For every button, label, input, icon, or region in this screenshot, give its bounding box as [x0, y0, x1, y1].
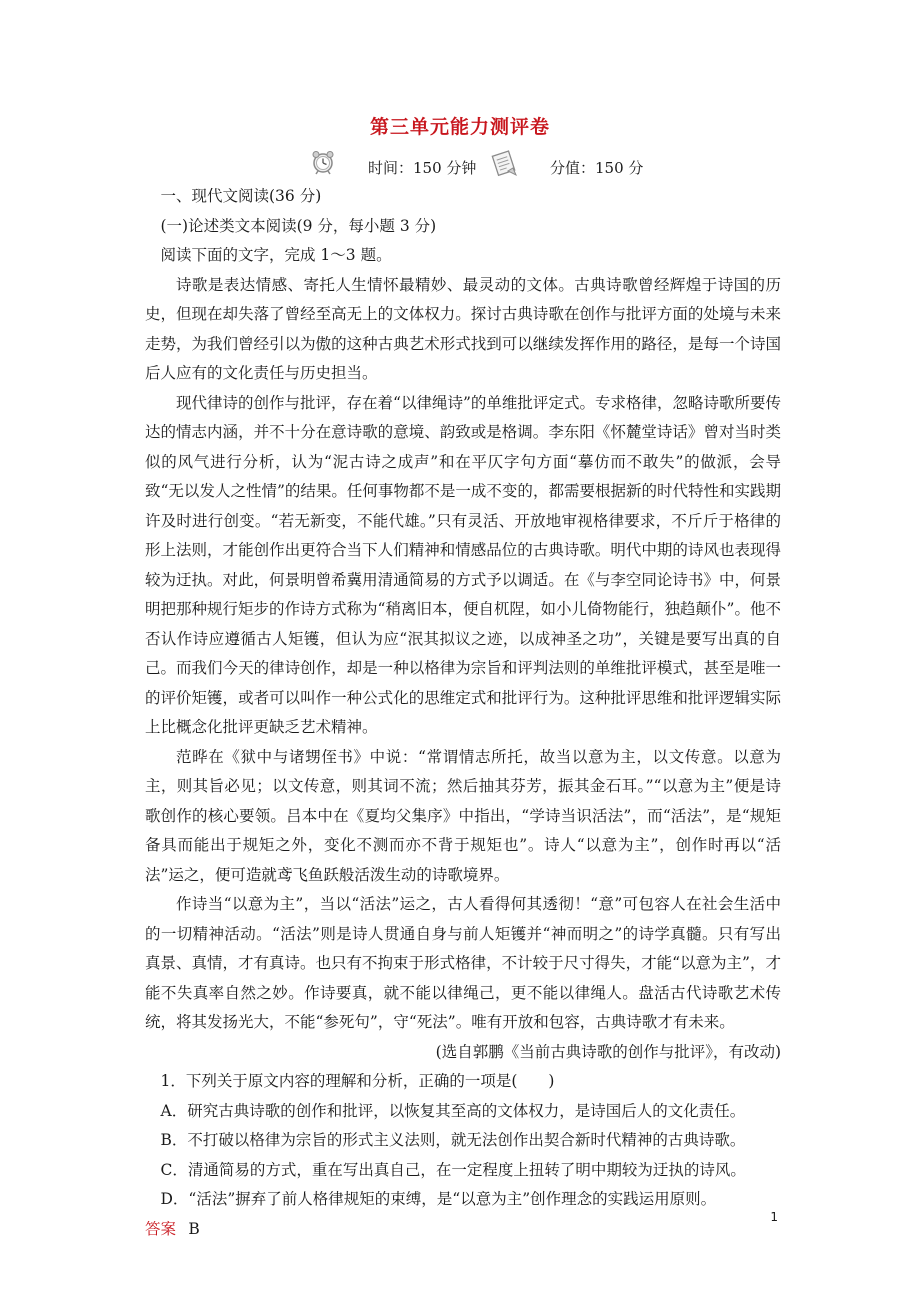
- page-number: 1: [770, 1210, 778, 1224]
- document-body: [145, 182, 781, 1244]
- answer-label: 答案: [145, 1219, 177, 1238]
- exam-time: 时间：150 分钟: [368, 159, 477, 177]
- answer-value: B: [188, 1219, 200, 1238]
- question-option-c: C．清通简易的方式，重在写出真自己，在一定程度上扭转了明中期较为迂执的诗风。: [160, 1160, 746, 1179]
- section-heading: 一、现代文阅读(36 分): [160, 187, 322, 205]
- passage-paragraph: 范晔在《狱中与诸甥侄书》中说：“常谓情志所托，故当以意为主，以文传意。以意为主，则其旨必见；以文传意，则其词不流；然后抽其芬芳，振其金石耳。”“以意为主”便是诗歌创作的核心要领。吕本中在《夏均父集序》中指出，“学诗当识活法”，而“活法”，是“规矩备具而能出于规矩之外，变化不测而亦不背于规矩也”。诗人“以意为主”，创作时再以“活法”运之，便可造就鸢飞鱼跃般活泼生动的诗歌境界。: [145, 747, 781, 884]
- exam-meta: [0, 148, 920, 182]
- exam-score: 分值：150 分: [550, 159, 644, 177]
- page-title: 第三单元能力测评卷: [369, 116, 550, 138]
- question-option-d: D．“活法”摒弃了前人格律规矩的束缚，是“以意为主”创作理念的实践运用原则。: [160, 1190, 717, 1208]
- section-subheading: (一)论述类文本阅读(9 分，每小题 3 分): [160, 216, 437, 235]
- passage-paragraph: 诗歌是表达情感、寄托人生情怀最精妙、最灵动的文体。古典诗歌曾经辉煌于诗国的历史，但现在却失落了曾经至高无上的文体权力。探讨古典诗歌在创作与批评方面的处境与未来走势，为我们曾经引以为傲的这种古典艺术形式找到可以继续发挥作用的路径，是每一个诗国后人应有的文化责任与历史担当。: [145, 275, 781, 382]
- passage-source: (选自郭鹏《当前古典诗歌的创作与批评》，有改动): [435, 1042, 781, 1061]
- answer-line: [145, 1215, 781, 1245]
- alarm-clock-icon: [309, 148, 337, 180]
- reading-instruction: 阅读下面的文字，完成 1～3 题。: [160, 246, 392, 264]
- question-stem: 1．下列关于原文内容的理解和分析，正确的一项是( ): [160, 1072, 555, 1090]
- passage-paragraph: 现代律诗的创作与批评，存在着“以律绳诗”的单维批评定式。专求格律，忽略诗歌所要传达的情志内涵，并不十分在意诗歌的意境、韵致或是格调。李东阳《怀麓堂诗话》曾对当时类似的风气进行分析，认为“泥古诗之成声”和在平仄字句方面“摹仿而不敢失”的做派，会导致“无以发人之性情”的结果。任何事物都不是一成不变的，都需要根据新的时代特性和实践期许及时进行创变。“若无新变，不能代雄。”只有灵活、开放地审视格律要求，不斤斤于格律的形上法则，才能创作出更符合当下人们精神和情感品位的古典诗歌。明代中期的诗风也表现得较为迂执。对此，何景明曾希冀用清通简易的方式予以调适。在《与李空同论诗书》中，何景明把那种规行矩步的作诗方式称为“稍离旧本，便自杌陧，如小儿倚物能行，独趋颠仆”。他不否认作诗应遵循古人矩镬，但认为应“泯其拟议之迹，以成神圣之功”，关键是要写出真的自己。而我们今天的律诗创作，却是一种以格律为宗旨和评判法则的单维批评模式，甚至是唯一的评价矩镬，或者可以叫作一种公式化的思维定式和批评行为。这种批评思维和批评逻辑实际上比概念化批评更缺乏艺术精神。: [145, 393, 781, 736]
- question-option-b: B．不打破以格律为宗旨的形式主义法则，就无法创作出契合新时代精神的古典诗歌。: [160, 1131, 746, 1149]
- question-option-a: A．研究古典诗歌的创作和批评，以恢复其至高的文体权力，是诗国后人的文化责任。: [160, 1101, 746, 1120]
- paper-scroll-icon: [489, 148, 519, 182]
- passage-paragraph: 作诗当“以意为主”，当以“活法”运之，古人看得何其透彻！“意”可包容人在社会生活中的一切精神活动。“活法”则是诗人贯通自身与前人矩镬并“神而明之”的诗学真髓。只有写出真景、真情，才有真诗。也只有不拘束于形式格律，不计较于尺寸得失，才能“以意为主”，才能不失真率自然之妙。作诗要真，就不能以律绳己，更不能以律绳人。盘活古代诗歌艺术传统，将其发扬光大，不能“参死句”，守“死法”。唯有开放和包容，古典诗歌才有未来。: [145, 895, 781, 1031]
